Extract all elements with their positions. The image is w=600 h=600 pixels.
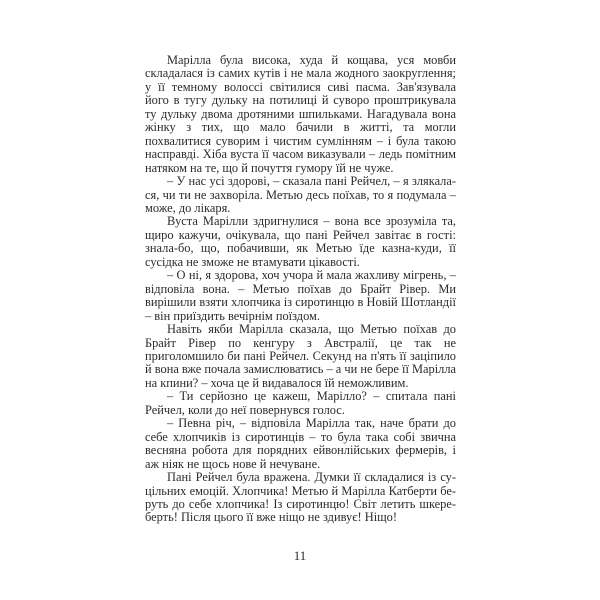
paragraph: Вуста Марілли здригнулися – вона все зрозуміла та, щиро кажучи, очікувала, що пані Рейчел завітає в гості: знала-бо, що, побачивши, як Метью їде казна-куди, її сусідка не зможе не втамувати цікавості. [145, 214, 456, 269]
paragraph: – О ні, я здорова, хоч учора й мала жахливу мігрень, – відповіла вона. – Метью поїхав до Брайт Рівер. Ми вирішили взяти хлопчика із сиротинцю в Новій Шотландії – він приїздить вечірнім поїздом. [145, 268, 456, 323]
paragraph: Навіть якби Марілла сказала, що Метью поїхав до Брайт Рівер по кенгуру з Австралії, це так не приголомшило би пані Рейчел. Секунд на п'ять її заціпило й вона вже почала замислюватись – а чи не бере її Марілла на кпини? – хоча це й видавалося їй неможливим. [145, 322, 457, 390]
body-text [145, 54, 456, 525]
paragraph: – У нас усі здорові, – сказала пані Рейчел, – я злякалася, чи ти не захворіла. Метью десь поїхав, то я подумала – може, до лікаря. [145, 174, 456, 215]
paragraph: – Ти серйозно це кажеш, Марілло? – спитала пані Рейчел, коли до неї повернувся голос. [145, 389, 456, 417]
paragraph: Пані Рейчел була вражена. Думки її складалися із суцільних емоцій. Хлопчика! Метью й Марілла Катберти беруть до себе хлопчика! Із сиротинцю! Світ летить шкереберть! Після цього її вже ніщо не здивує! Ніщо! [145, 470, 456, 525]
paragraph: – Певна річ, – відповіла Марілла так, наче брати до себе хлопчиків із сиротинців – то була така собі звична весняна робота для порядних ейвонлійських фермерів, і аж ніяк не щось нове й нечуване. [145, 416, 456, 471]
page-number: 11 [293, 548, 307, 563]
paragraph: Марілла була висока, худа й кощава, уся мовби складалася із самих кутів і не мала жодного заокруглення; у її темному волоссі світилися сиві пасма. Зав'язувала його в тугу дульку на потилиці й суворо проштрикувала ту дульку двома дротяними шпильками. Нагадувала вона жінку з тих, що мало бачили в житті, та могли похвалитися суворим і чистим сумлінням – і була такою насправді. Хіба вуста її часом виказували – ледь помітним натяком на те, що й почуття гумору їй не чуже. [145, 53, 456, 175]
